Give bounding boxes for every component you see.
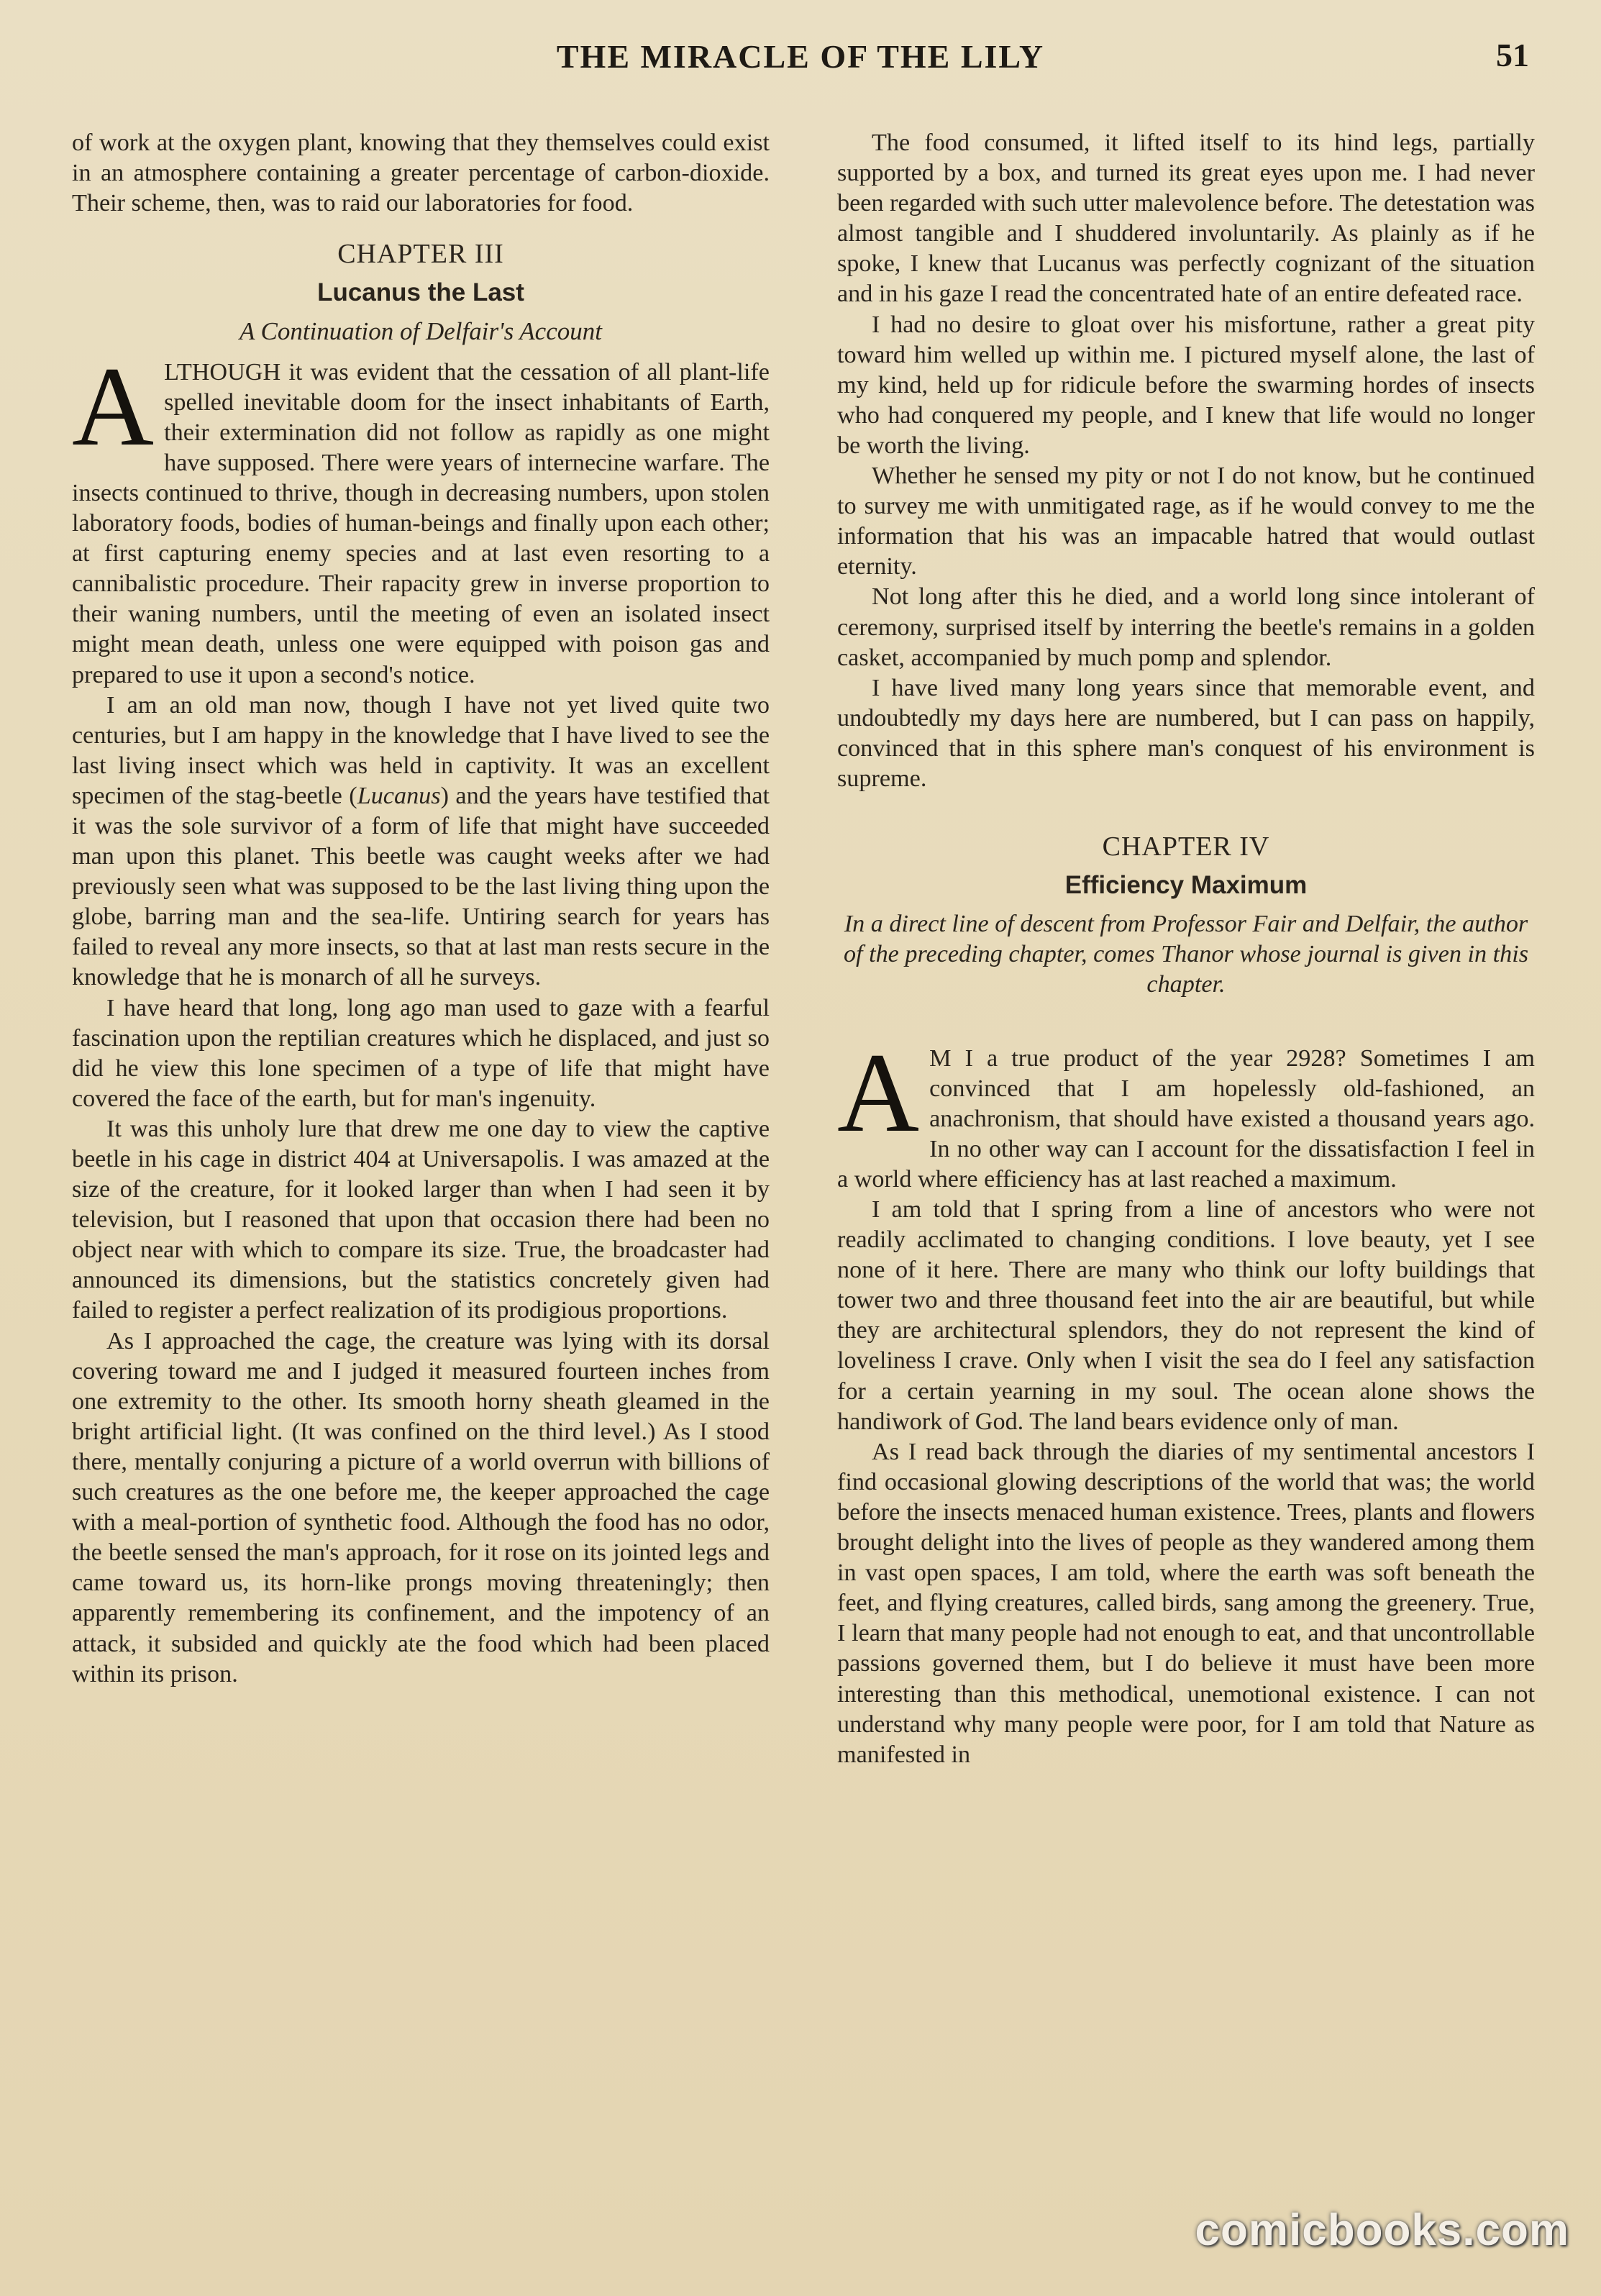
paragraph: Not long after this he died, and a world long since intolerant of ceremony, surprised itself by interring the beetle's remains in a golden casket, accompanied by much pomp and splendor.	[837, 583, 1535, 671]
chapter-subtitle: A Continuation of Delfair's Account	[240, 317, 602, 346]
running-title: THE MIRACLE OF THE LILY	[556, 38, 1045, 75]
left-column	[72, 128, 770, 1690]
paragraph: of work at the oxygen plant, knowing that they themselves could exist in an atmosphere containing a greater percentage of carbon-dioxide. Their scheme, then, was to raid our laboratories for food.	[72, 129, 770, 217]
paragraph-text: I am an old man now, though I have not yet lived quite two centuries, but I am happy in the knowledge that I have lived to see the last living insect which was held in captivity. It was an excellent specimen of the stag-beetle (	[72, 691, 770, 809]
paragraph: I have heard that long, long ago man used to gaze with a fearful fascination upon the reptilian creatures which he displaced, and just so did he view this lone specimen of a type of life that might have covered the face of the earth, but for man's ingenuity.	[72, 994, 770, 1112]
chapter-intro: In a direct line of descent from Professor Fair and Delfair, the author of the preceding chapter, comes Thanor whose journal is given in this chapter.	[843, 911, 1529, 998]
right-column	[837, 128, 1535, 1770]
paragraph: I have lived many long years since that memorable event, and undoubtedly my days here are numbered, but I can pass on happily, convinced that in this sphere man's conquest of his environment is supreme.	[837, 674, 1535, 792]
chapter-label: CHAPTER III	[337, 239, 504, 270]
drop-cap: A	[837, 1029, 920, 1156]
drop-cap: A	[72, 343, 155, 470]
spacer	[837, 794, 1535, 811]
paragraph: As I approached the cage, the creature was lying with its dorsal covering toward me and I judged it measured fourteen inches from one extremity to the other. Its smooth horny sheath gleamed in the bright artificial light. (It was confined on the third level.) As I stood there, mentally conjuring a picture of a world overrun with billions of such creatures as the one before me, the keeper approached the cage with a meal-portion of synthetic food. Although the food has no odor, the beetle sensed the man's approach, for it rose on its jointed legs and came toward us, its horn-like prongs moving threateningly; then apparently remembering its confinement, and the impotency of an attack, it subsided and quickly ate the food which had been placed within its prison.	[72, 1327, 770, 1687]
paragraph: The food consumed, it lifted itself to its hind legs, partially supported by a box, and turned its great eyes upon me. I had never been regarded with such utter malevolence before. The detestation was almost tangible and I shuddered involuntarily. As plainly as if he spoke, I knew that Lucanus was perfectly cognizant of the situation and in his gaze I read the concentrated hate of an entire defeated race.	[837, 129, 1535, 308]
paragraph-text: ) and the years have testified that it was the sole survivor of a form of life that might have succeeded man upon this planet. This beetle was caught weeks after we had previously seen what was supposed to be the last living thing upon the globe, barring man and the sea-life. Untiring search for years has failed to reveal any more insects, so that at last man rests secure in the knowledge that he is monarch of all he surveys.	[72, 782, 770, 991]
paragraph: Whether he sensed my pity or not I do not know, but he continued to survey me with unmitigated rage, as if he would convey to me the information that his was an impacable hatred that would outlast eternity.	[837, 463, 1535, 580]
paragraph	[72, 691, 770, 993]
paragraph: I am told that I spring from a line of ancestors who were not readily acclimated to changing conditions. I love beauty, yet I see none of it here. There are many who think our lofty buildings that tower two and three thousand feet into the air are beautiful, but while they are architectural splendors, they do not represent the kind of loveliness I crave. Only when I visit the sea do I feel any satisfaction for a certain yearning in my soul. The ocean alone shows the handiwork of God. The land bears evidence only of man.	[837, 1196, 1535, 1435]
paragraph-dropcap	[837, 1029, 1535, 1195]
page-number: 51	[1496, 37, 1529, 73]
paragraph-text: M I a true product of the year 2928? Sometimes I am convinced that I am hopelessly old-fashioned, an anachronism, that should have existed a thousand years ago. In no other way can I account for the dissatisfaction I feel in a world where efficiency has at last reached a maximum.	[837, 1044, 1535, 1193]
paragraph-dropcap	[72, 343, 770, 691]
paragraph: It was this unholy lure that drew me one day to view the captive beetle in his cage in district 404 at Universapolis. I was amazed at the size of the creature, for it looked larger than when I had seen it by television, but I reasoned that upon that occasion there had been no object near with which to compare its size. True, the broadcaster had announced its dimensions, but the statistics concretely given had failed to register a perfect realization of its prodigious proportions.	[72, 1115, 770, 1324]
paragraph: I had no desire to gloat over his misfortune, rather a great pity toward him welled up within me. I pictured myself alone, the last of my kind, held up for ridicule before the swarming hordes of insects who had conquered my people, and I knew that life would no longer be worth the living.	[837, 311, 1535, 459]
chapter-title: Lucanus the Last	[317, 278, 524, 307]
chapter-title: Efficiency Maximum	[1064, 871, 1308, 900]
chapter-label: CHAPTER IV	[1102, 832, 1270, 862]
italic-term: Lucanus	[357, 782, 441, 809]
paragraph-text: LTHOUGH it was evident that the cessation of all plant-life spelled inevitable doom for the insect inhabitants of Earth, their extermination did not follow as rapidly as one might have supposed. There were years of internecine warfare. The insects continued to thrive, though in decreasing numbers, upon stolen laboratory foods, bodies of human-beings and finally upon each other; at first capturing enemy species and at last even resorting to a cannibalistic procedure. Their rapacity grew in inverse proportion to their waning numbers, until the meeting of even an isolated insect might mean death, unless one were equipped with poison gas and prepared to use it upon a second's notice.	[72, 358, 770, 688]
site-watermark: comicbooks.com	[1195, 2205, 1569, 2255]
paragraph: As I read back through the diaries of my sentimental ancestors I find occasional glowing descriptions of the world that was; the world before the insects menaced human existence. Trees, plants and flowers brought delight into the lives of people as they wandered among them in vast open spaces, I am told, where the earth was soft beneath the feet, and flying creatures, called birds, sang among the greenery. True, I learn that many people had not enough to eat, and that uncontrollable passions governed them, but I do believe it must have been more interesting than this methodical, unemotional existence. I can not understand why many people were poor, for I am told that Nature as manifested in	[837, 1438, 1535, 1768]
